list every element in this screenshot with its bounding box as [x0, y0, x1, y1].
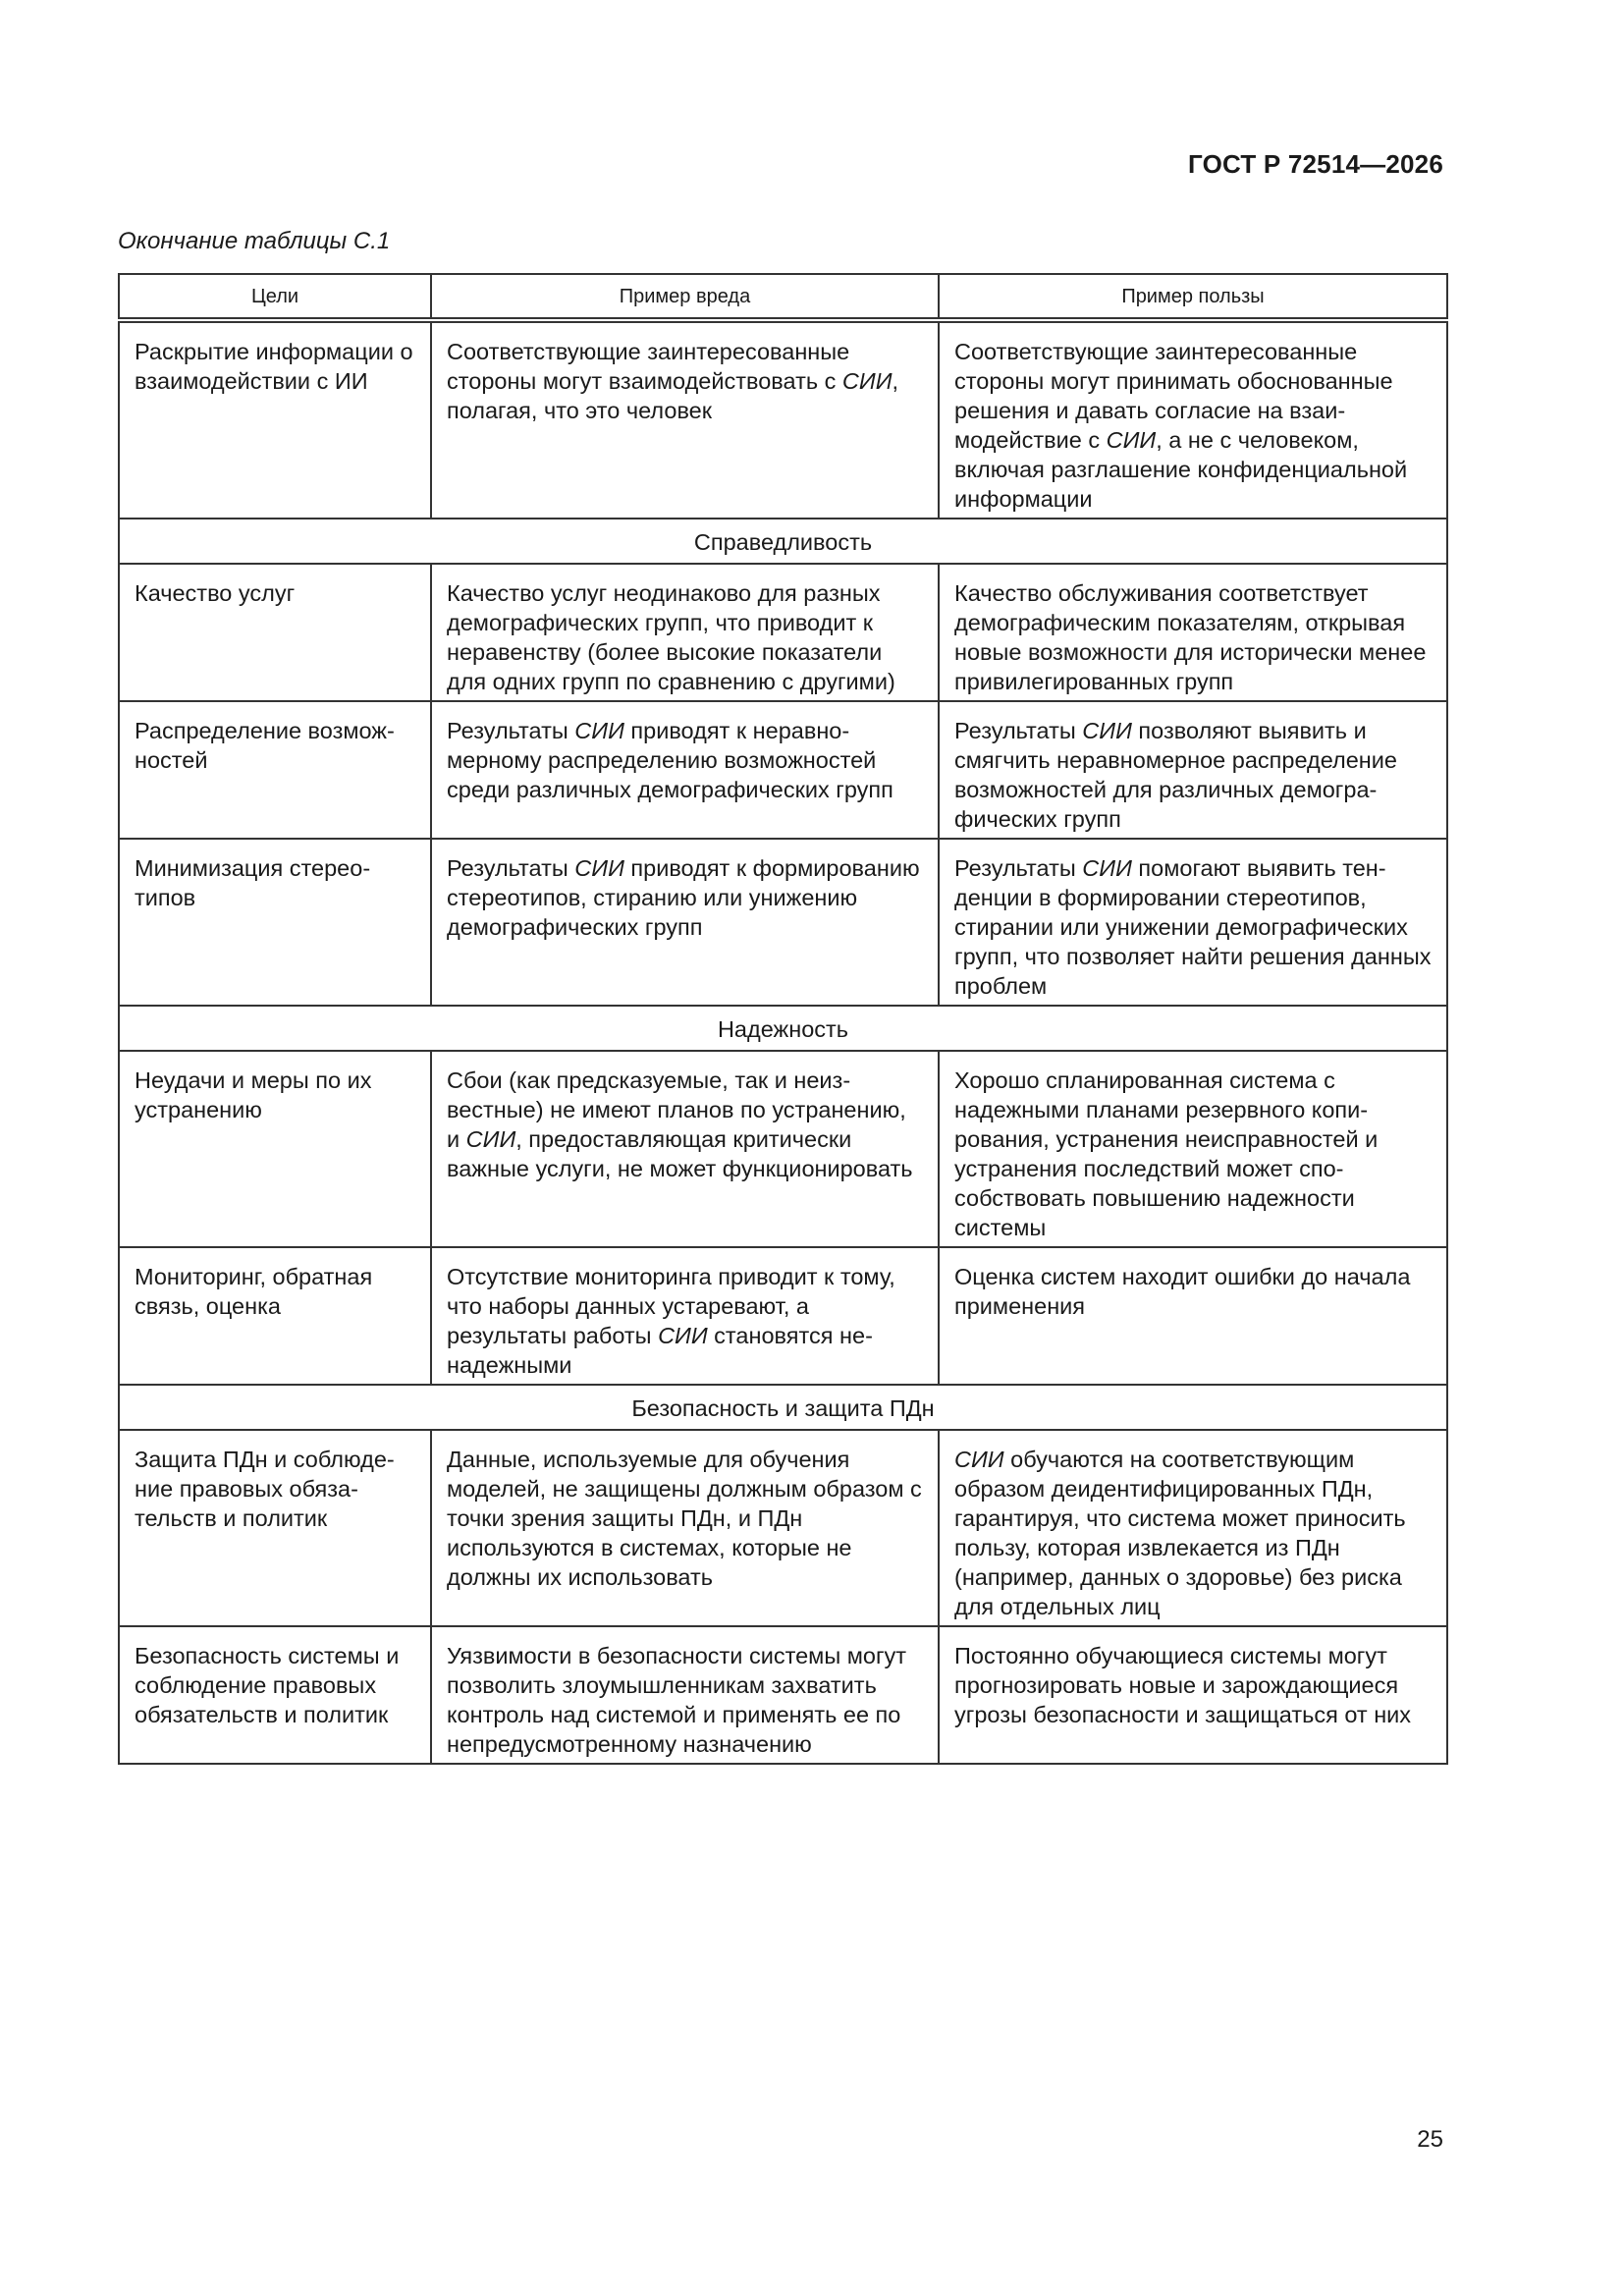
section-heading: Безопасность и защита ПДн: [119, 1385, 1447, 1430]
text-segment: Результаты: [447, 718, 575, 743]
goal-cell: Качество услуг: [119, 564, 431, 701]
text-segment: , полагая, что это человек: [447, 368, 899, 423]
abbr-term: СИИ: [841, 368, 893, 394]
text-segment: Хорошо спланированная система с надежными планами резервного копирования, устранения неисправностей и устранения последствий может способствовать повышению надежности системы: [954, 1067, 1379, 1240]
table-row: [119, 1247, 1447, 1385]
goal-cell: Защита ПДн и соблюдение правовых обязательств и политик: [119, 1430, 431, 1626]
table-row: [119, 701, 1447, 839]
table-row: [119, 839, 1447, 1006]
harm-cell: [431, 839, 939, 1006]
text-segment: приводят к неравномерному распределению возможностей среди различных демографических групп: [447, 718, 893, 802]
page-number: 25: [1417, 2126, 1443, 2153]
abbr-term: СИИ: [1106, 427, 1157, 453]
text-segment: Уязвимости в безопасности системы могут позволить злоумышленникам захватить контроль над системой и применять ее по непредусмотренному назначению: [447, 1643, 907, 1757]
benefit-cell: [939, 1430, 1447, 1626]
text-segment: Данные, используемые для обучения моделей, не защищены должным образом с точки зрения защиты ПДн, и ПДн используются в системах, которые не должны их использовать: [447, 1447, 922, 1590]
harm-cell: [431, 701, 939, 839]
table-caption: Окончание таблицы С.1: [118, 228, 391, 254]
document-code: ГОСТ Р 72514—2026: [1188, 149, 1443, 179]
section-heading: Справедливость: [119, 519, 1447, 564]
text-segment: Результаты: [954, 855, 1083, 881]
goal-cell: Распределение возможностей: [119, 701, 431, 839]
section-row: [119, 1006, 1447, 1051]
benefit-cell: [939, 839, 1447, 1006]
benefit-cell: [939, 1051, 1447, 1247]
section-row: [119, 519, 1447, 564]
table-row: [119, 564, 1447, 701]
harm-cell: [431, 320, 939, 519]
benefit-cell: [939, 1626, 1447, 1764]
goal-cell: Мониторинг, обратная связь, оценка: [119, 1247, 431, 1385]
text-segment: становятся ненадежными: [447, 1323, 873, 1378]
harm-cell: [431, 1247, 939, 1385]
abbr-term: СИИ: [465, 1126, 516, 1152]
harm-cell: [431, 1430, 939, 1626]
abbr-term: СИИ: [658, 1323, 708, 1348]
harm-cell: [431, 1051, 939, 1247]
text-segment: Оценка систем находит ошибки до начала применения: [954, 1264, 1411, 1319]
abbr-term: СИИ: [574, 855, 624, 881]
text-segment: помогают выявить тенденции в формировании стереотипов, стирании или унижении демографических групп, что позволяет найти решения данных проблем: [954, 855, 1432, 999]
text-segment: приводят к формированию стереотипов, стиранию или унижению демографических групп: [447, 855, 920, 940]
text-segment: Результаты: [447, 855, 575, 881]
table-body: [119, 320, 1447, 1764]
benefit-cell: [939, 564, 1447, 701]
table-row: [119, 1051, 1447, 1247]
section-heading: Надежность: [119, 1006, 1447, 1051]
goal-cell: Неудачи и меры по их устранению: [119, 1051, 431, 1247]
text-segment: Постоянно обучающиеся системы могут прогнозировать новые и зарождающиеся угрозы безопасности и защищаться от них: [954, 1643, 1412, 1727]
text-segment: Результаты: [954, 718, 1083, 743]
benefit-cell: [939, 320, 1447, 519]
text-segment: позволяют выявить и смягчить неравномерное распределение возможностей для различных демографических групп: [954, 718, 1397, 832]
goals-table: [118, 273, 1448, 1765]
table-row: [119, 1626, 1447, 1764]
benefit-cell: [939, 1247, 1447, 1385]
goal-cell: Минимизация стереотипов: [119, 839, 431, 1006]
text-segment: Сбои (как предсказуемые, так и неизвестные) не имеют планов по устранению, и: [447, 1067, 906, 1152]
section-row: [119, 1385, 1447, 1430]
text-segment: обучаются на соответствующим образом деидентифицированных ПДн, гарантируя, что система может приносить пользу, которая извлекается из ПДн (например, данных о здоровье) без риска для отдельных лиц: [954, 1447, 1406, 1619]
table-row: [119, 1430, 1447, 1626]
column-header-goals: Цели: [119, 274, 431, 320]
abbr-term: СИИ: [1082, 718, 1132, 743]
column-header-benefit: Пример пользы: [939, 274, 1447, 320]
harm-cell: [431, 1626, 939, 1764]
goal-cell: Безопасность системы и соблюдение правовых обязательств и политик: [119, 1626, 431, 1764]
benefit-cell: [939, 701, 1447, 839]
abbr-term: СИИ: [954, 1447, 1004, 1472]
text-segment: Отсутствие мониторинга приводит к тому, что наборы данных устаревают, а результаты работы: [447, 1264, 895, 1348]
text-segment: Качество обслуживания соответствует демографическим показателям, открывая новые возможности для исторически менее привилегированных групп: [954, 580, 1427, 694]
text-segment: , а не с человеком, включая разглашение конфиденциальной информации: [954, 427, 1408, 512]
table-header-row: [119, 274, 1447, 320]
column-header-harm: Пример вреда: [431, 274, 939, 320]
goal-cell: Раскрытие информации о взаимодействии с ИИ: [119, 320, 431, 519]
text-segment: Соответствующие заинтересованные стороны могут принимать обоснованные решения и давать согласие на взаимодействие с: [954, 339, 1393, 453]
harm-cell: [431, 564, 939, 701]
table-row: [119, 320, 1447, 519]
text-segment: Качество услуг неодинаково для разных демографических групп, что приводит к неравенству (более высокие показатели для одних групп по сравнению с другими): [447, 580, 895, 694]
text-segment: Соответствующие заинтересованные стороны могут взаимодействовать с: [447, 339, 850, 394]
abbr-term: СИИ: [574, 718, 624, 743]
text-segment: , предоставляющая критически важные услуги, не может функционировать: [447, 1126, 913, 1181]
abbr-term: СИИ: [1082, 855, 1132, 881]
